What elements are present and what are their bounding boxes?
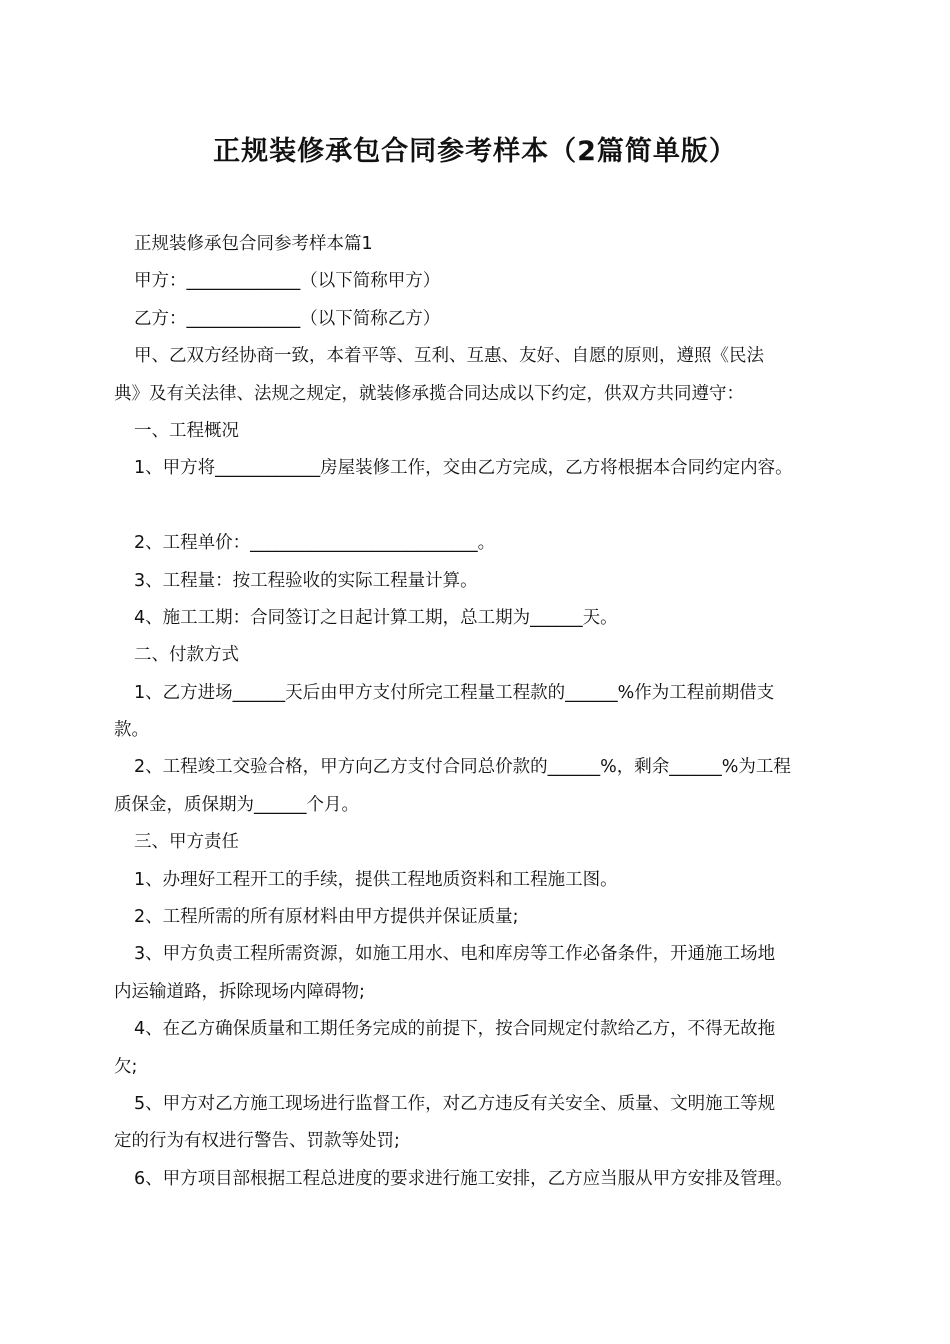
paragraph-line: 内运输道路，拆除现场内障碍物;	[114, 981, 365, 1002]
paragraph-line: 5、甲方对乙方施工现场进行监督工作，对乙方违反有关安全、质量、文明施工等规	[134, 1093, 776, 1114]
paragraph-line: 质保金，质保期为______个月。	[114, 794, 359, 815]
paragraph-line: 1、乙方进场______天后由甲方支付所完工程量工程款的______%作为工程前期借支	[134, 682, 775, 703]
paragraph-line: 2、工程所需的所有原材料由甲方提供并保证质量;	[134, 907, 519, 928]
paragraph-line: 3、甲方负责工程所需资源，如施工用水、电和库房等工作必备条件，开通施工场地	[134, 944, 776, 965]
section-heading: 一、工程概况	[134, 420, 239, 441]
blank-line	[114, 488, 850, 525]
section-heading: 三、甲方责任	[134, 832, 239, 853]
paragraph-line: 甲、乙双方经协商一致，本着平等、互利、互惠、友好、自愿的原则，遵照《民法	[134, 346, 764, 367]
section-heading: 二、付款方式	[134, 645, 239, 666]
section-heading: 正规装修承包合同参考样本篇1	[134, 234, 373, 254]
party-a-line: 甲方：_____________（以下简称甲方）	[134, 271, 441, 292]
document-title: 正规装修承包合同参考样本（2篇简单版）	[213, 136, 737, 167]
party-b-line: 乙方：_____________（以下简称乙方）	[134, 308, 441, 329]
paragraph-line: 典》及有关法律、法规之规定，就装修承揽合同达成以下约定，供双方共同遵守：	[114, 383, 744, 404]
paragraph-line: 2、工程竣工交验合格，甲方向乙方支付合同总价款的______%，剩余______%为工程	[134, 757, 791, 778]
paragraph-line: 4、施工工期：合同签订之日起计算工期，总工期为______天。	[134, 607, 618, 628]
paragraph-line: 1、甲方将____________房屋装修工作，交由乙方完成，乙方将根据本合同约定内容。	[134, 458, 793, 479]
paragraph-line: 3、工程量：按工程验收的实际工程量计算。	[134, 570, 478, 591]
paragraph-line: 2、工程单价：__________________________。	[134, 533, 496, 554]
document-body	[114, 226, 850, 1198]
paragraph-line: 6、甲方项目部根据工程总进度的要求进行施工安排，乙方应当服从甲方安排及管理。	[134, 1168, 793, 1189]
paragraph-line: 1、办理好工程开工的手续，提供工程地质资料和工程施工图。	[134, 869, 618, 890]
paragraph-line: 款。	[114, 720, 149, 741]
paragraph-line: 欠;	[114, 1056, 138, 1077]
paragraph-line: 定的行为有权进行警告、罚款等处罚;	[114, 1131, 400, 1152]
paragraph-line: 4、在乙方确保质量和工期任务完成的前提下，按合同规定付款给乙方，不得无故拖	[134, 1019, 776, 1040]
